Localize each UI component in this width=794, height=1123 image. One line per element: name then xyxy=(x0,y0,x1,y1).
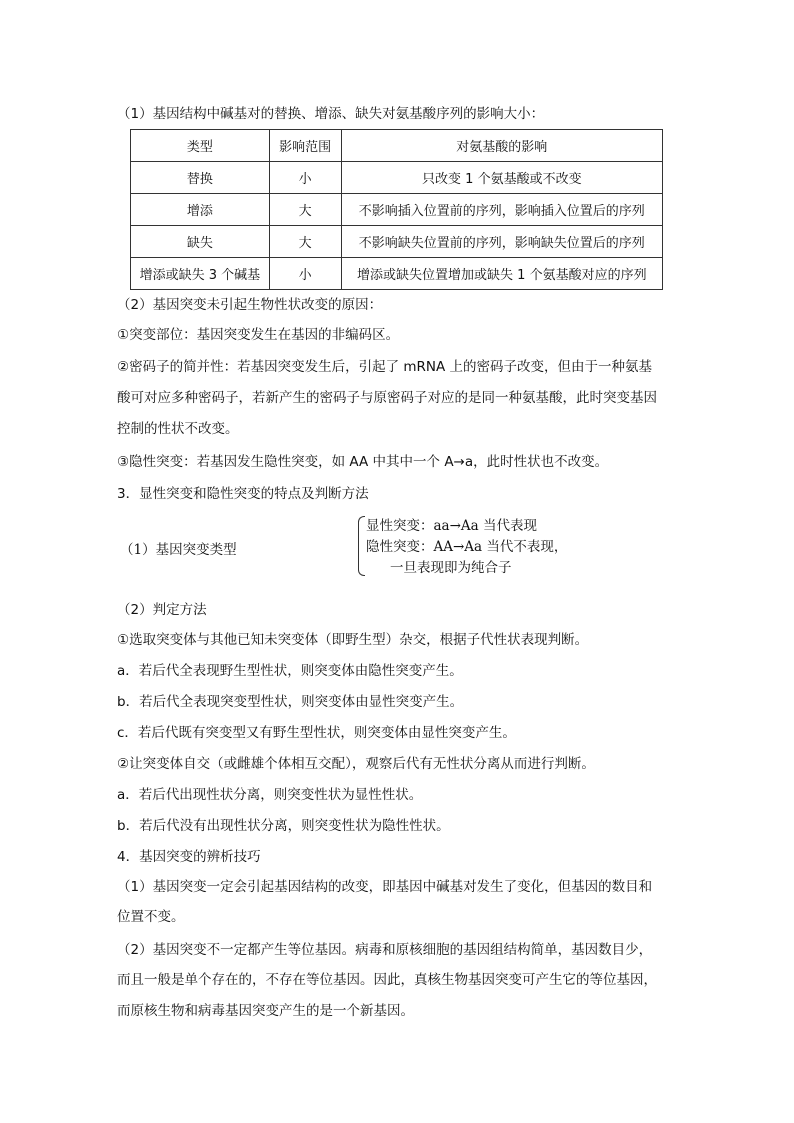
mutation-effect-table xyxy=(130,129,663,290)
header-scope: 影响范围 xyxy=(269,130,341,162)
method-1: ①选取突变体与其他已知未突变体（即野生型）杂交，根据子代性状表现判断。 xyxy=(117,632,589,648)
header-type: 类型 xyxy=(131,130,270,162)
cell-effect: 不影响缺失位置前的序列，影响缺失位置后的序列 xyxy=(341,226,662,258)
paragraph-site: ①突变部位：基因突变发生在基因的非编码区。 xyxy=(117,327,400,343)
tip-2: （2）基因突变不一定都产生等位基因。病毒和原核细胞的基因组结构简单，基因数目少， xyxy=(117,942,653,958)
cell-type: 缺失 xyxy=(131,226,270,258)
cell-scope: 大 xyxy=(269,194,341,226)
mutation-types-diagram xyxy=(120,514,568,578)
cell-scope: 大 xyxy=(269,226,341,258)
tip-1-cont: 位置不变。 xyxy=(117,909,185,925)
cell-type: 替换 xyxy=(131,162,270,194)
brace-icon xyxy=(358,516,365,576)
cell-effect: 不影响插入位置前的序列，影响插入位置后的序列 xyxy=(341,194,662,226)
method-1-a: a．若后代全表现野生型性状，则突变体由隐性突变产生。 xyxy=(117,663,463,679)
section2-heading: （2）基因突变未引起生物性状改变的原因： xyxy=(117,297,383,313)
recessive-mutation-cont: 一旦表现即为纯合子 xyxy=(390,560,512,576)
paragraph-recessive: ③隐性突变：若基因发生隐性突变，如 AA 中其中一个 A→a，此时性状也不改变。 xyxy=(117,454,609,470)
method-2-a: a．若后代出现性状分离，则突变性状为显性性状。 xyxy=(117,787,423,803)
method-2-b: b．若后代没有出现性状分离，则突变性状为隐性性状。 xyxy=(117,818,450,834)
table-row xyxy=(131,162,663,194)
method-2: ②让突变体自交（或雌雄个体相互交配），观察后代有无性状分离从而进行判断。 xyxy=(117,756,595,772)
mutation-types-label: （1）基因突变类型 xyxy=(120,542,237,558)
dominant-mutation: 显性突变：aa→Aa 当代表现 xyxy=(366,518,537,534)
cell-type: 增添或缺失 3 个碱基 xyxy=(131,258,270,290)
tip-2-end: 而原核生物和病毒基因突变产生的是一个新基因。 xyxy=(117,1003,414,1019)
header-effect: 对氨基酸的影响 xyxy=(341,130,662,162)
table-row xyxy=(131,194,663,226)
recessive-mutation: 隐性突变：AA→Aa 当代不表现， xyxy=(366,539,568,555)
paragraph-codon-cont: 酸可对应多种密码子，若新产生的密码子与原密码子对应的是同一种氨基酸，此时突变基因 xyxy=(117,390,657,406)
table-header-row xyxy=(131,130,663,162)
cell-scope: 小 xyxy=(269,162,341,194)
method-1-c: c．若后代既有突变型又有野生型性状，则突变体由显性突变产生。 xyxy=(117,725,516,741)
method-1-b: b．若后代全表现突变型性状，则突变体由显性突变产生。 xyxy=(117,694,464,710)
tip-1: （1）基因突变一定会引起基因结构的改变，即基因中碱基对发生了变化，但基因的数目和 xyxy=(117,879,653,895)
tip-2-cont: 而且一般是单个存在的，不存在等位基因。因此，真核生物基因突变可产生它的等位基因， xyxy=(117,972,657,988)
table-row xyxy=(131,258,663,290)
section1-heading: （1）基因结构中碱基对的替换、增添、缺失对氨基酸序列的影响大小： xyxy=(117,106,545,122)
paragraph-codon-end: 控制的性状不改变。 xyxy=(117,421,239,437)
heading-3: 3．显性突变和隐性突变的特点及判断方法 xyxy=(117,486,369,502)
cell-type: 增添 xyxy=(131,194,270,226)
cell-scope: 小 xyxy=(269,258,341,290)
heading-4: 4．基因突变的辨析技巧 xyxy=(117,849,261,865)
cell-effect: 增添或缺失位置增加或缺失 1 个氨基酸对应的序列 xyxy=(341,258,662,290)
cell-effect: 只改变 1 个氨基酸或不改变 xyxy=(341,162,662,194)
table-row xyxy=(131,226,663,258)
judge-heading: （2）判定方法 xyxy=(117,602,207,618)
paragraph-codon: ②密码子的简并性：若基因突变发生后，引起了 mRNA 上的密码子改变，但由于一种氨基 xyxy=(117,359,653,375)
